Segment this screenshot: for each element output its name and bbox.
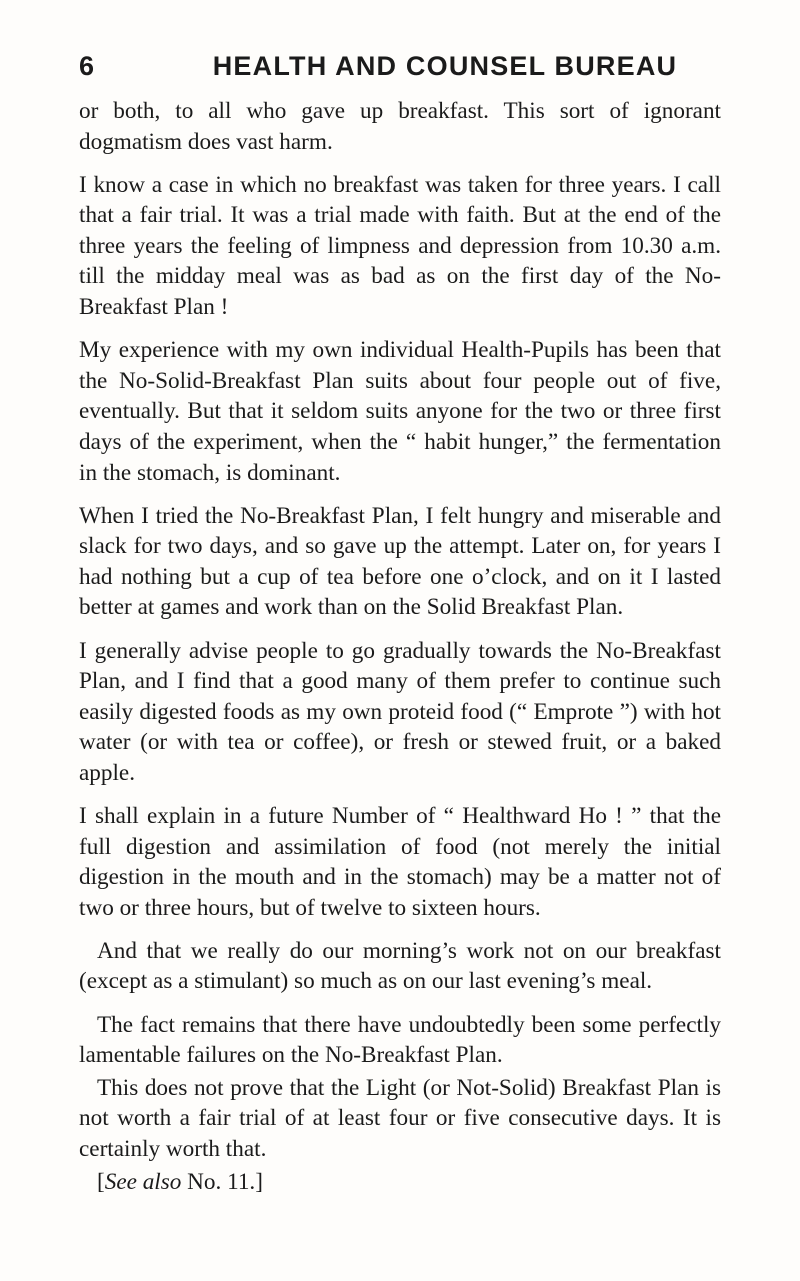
paragraph: or both, to all who gave up breakfast. This sort of ignorant dogmatism does vast harm.	[79, 98, 721, 155]
paragraph: My experience with my own individual Health-Pupils has been that the No-Solid-Breakfast Plan suits about four people out of five, eventually. But that it seldom suits anyone for the two or three first days of the experiment, when the “ habit hunger,” the fermentation in the stomach, is dominant.	[79, 337, 721, 486]
paragraph: I generally advise people to go gradually towards the No-Breakfast Plan, and I find that a good many of them prefer to continue such easily digested foods as my own proteid food (“ Emprote ”) with hot water (or with tea or coffee), or fresh or stewed fruit, or a baked apple.	[79, 637, 721, 786]
page-number: 6	[79, 51, 96, 81]
page-header	[79, 46, 721, 86]
paragraph: The fact remains that there have undoubtedly been some perfectly lamentable failures on the No-Breakfast Plan.	[79, 1011, 721, 1069]
see-also-label: See also	[104, 1168, 182, 1195]
paragraph: I know a case in which no breakfast was taken for three years. I call that a fair trial. It was a trial made with faith. But at the end of the three years the feeling of limpness and depression from 10.30 a.m. till the midday meal was as bad as on the first day of the No-Breakfast Plan !	[79, 171, 721, 321]
see-also-note	[79, 1167, 721, 1198]
see-also-reference: No. 11.]	[181, 1168, 263, 1195]
paragraph: I shall explain in a future Number of “ Healthward Ho ! ” that the full digestion and assimilation of food (not merely the initial digestion in the mouth and in the stomach) may be a matter not of two or three hours, but of twelve to sixteen hours.	[79, 802, 721, 921]
running-title: HEALTH AND COUNSEL BUREAU	[212, 51, 678, 81]
paragraph: When I tried the No-Breakfast Plan, I felt hungry and miserable and slack for two days, and so gave up the attempt. Later on, for years I had nothing but a cup of tea before one o’clock, and on it I lasted better at games and work than on the Solid Breakfast Plan.	[79, 502, 721, 621]
body-text	[79, 96, 721, 1210]
paragraph: And that we really do our morning’s work not on our breakfast (except as a stimulant) so much as on our last evening’s meal.	[79, 937, 721, 995]
see-also-bracket: [	[97, 1168, 105, 1195]
paragraph: This does not prove that the Light (or Not-Solid) Breakfast Plan is not worth a fair trial of at least four or five consecutive days. It is certainly worth that.	[79, 1074, 721, 1162]
